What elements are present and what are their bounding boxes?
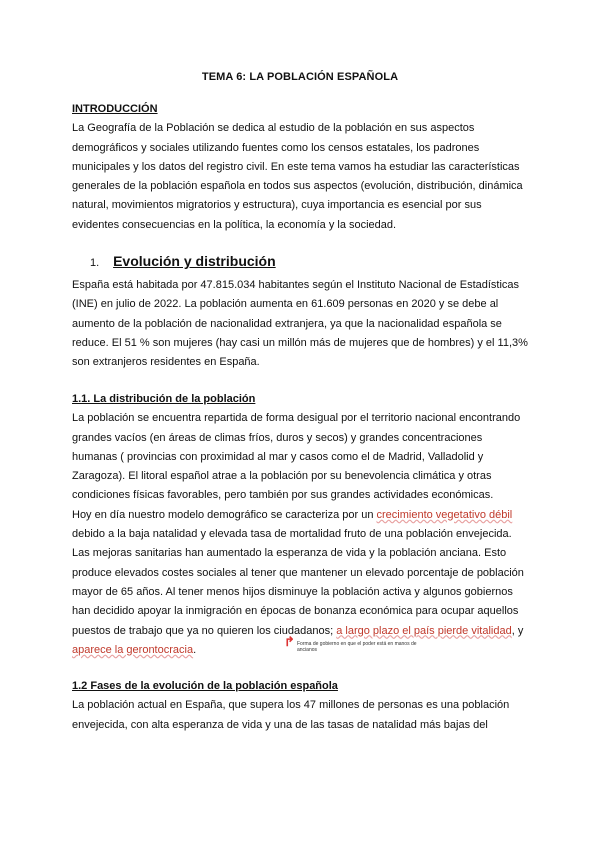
highlight-gerontocracia: aparece la gerontocracia <box>72 643 194 656</box>
document-title: TEMA 6: LA POBLACIÓN ESPAÑOLA <box>201 71 399 83</box>
section1-number: 1. <box>90 257 100 269</box>
section11-text-part: debido a la baja natalidad y elevada tasa de mortalidad fruto de una población envejecida. Las mejoras sanitarias han aumentado la esperanza de vida y la población anciana. Esto produce elevados costes sociales al tener que mantener un elevado porcentaje de población mayor de 65 años. Al tener menos hijos disminuye la población activa y algunos gobiernos han decidido apoyar la inmigración en épocas de bonanza económica para ocupar aquellos puestos de trabajo que ya no quieren los ciudadanos; <box>72 528 524 637</box>
intro-heading: INTRODUCCIÓN <box>72 103 158 115</box>
section11-text-part: , y <box>511 624 524 637</box>
section11-heading: 1.1. La distribución de la población <box>72 393 256 405</box>
intro-paragraph: La Geografía de la Población se dedica al estudio de la población en sus aspectos demográficos y sociales utilizando fuentes como los censos estatales, los padrones municipales y los datos del registro civil. En este tema vamos ha estudiar las características generales de la población española en todos sus aspectos (evolución, distribución, dinámica natural, movimientos migratorios y estructura), cuya importancia es esencial por sus evidentes consecuencias en la política, la economía y la sociedad. <box>72 122 523 231</box>
section11 <box>72 390 530 660</box>
section1-heading-row <box>90 253 276 269</box>
annotation-arrow-icon: ↱ <box>284 634 295 649</box>
intro-section <box>72 100 530 235</box>
section12-paragraph: La población actual en España, que supera los 47 millones de personas es una población envejecida, con alta esperanza de vida y una de las tasas de natalidad más bajas del <box>72 699 510 731</box>
section1-paragraph: España está habitada por 47.815.034 habitantes según el Instituto Nacional de Estadísticas (INE) en julio de 2022. La población aumenta en 61.609 personas en 2020 y se debe al aumento de la población de nacionalidad extranjera, ya que la nacionalidad española se reduce. El 51 % son mujeres (hay casi un millón más de mujeres que de hombres) y el 11,3% son extranjeros residentes en España. <box>72 279 528 369</box>
section12 <box>72 677 530 735</box>
highlight-vitalidad: a largo plazo el país pierde vitalidad <box>336 624 512 637</box>
section11-paragraph-b <box>72 506 530 660</box>
section1-heading: Evolución y distribución <box>113 253 276 269</box>
section11-text-part: Hoy en día nuestro modelo demográfico se caracteriza por un <box>72 508 377 521</box>
section12-heading: 1.2 Fases de la evolución de la población española <box>72 680 338 692</box>
highlight-crecimiento: crecimiento vegetativo débil <box>376 508 513 521</box>
section1-body <box>72 276 530 372</box>
annotation-note: Forma de gobierno en que el poder está en manos de ancianos <box>297 641 417 653</box>
section11-text-part: . <box>193 643 197 656</box>
section11-paragraph-a: La población se encuentra repartida de forma desigual por el territorio nacional encontrando grandes vacíos (en áreas de climas fríos, duros y secos) y grandes concentraciones humanas ( provincias con proximidad al mar y casos como el de Madrid, Valladolid y Zaragoza). El litoral español atrae a la población por su benevolencia climática y otras condiciones físicas favorables, pero también por sus grandes actividades económicas. <box>72 412 521 502</box>
